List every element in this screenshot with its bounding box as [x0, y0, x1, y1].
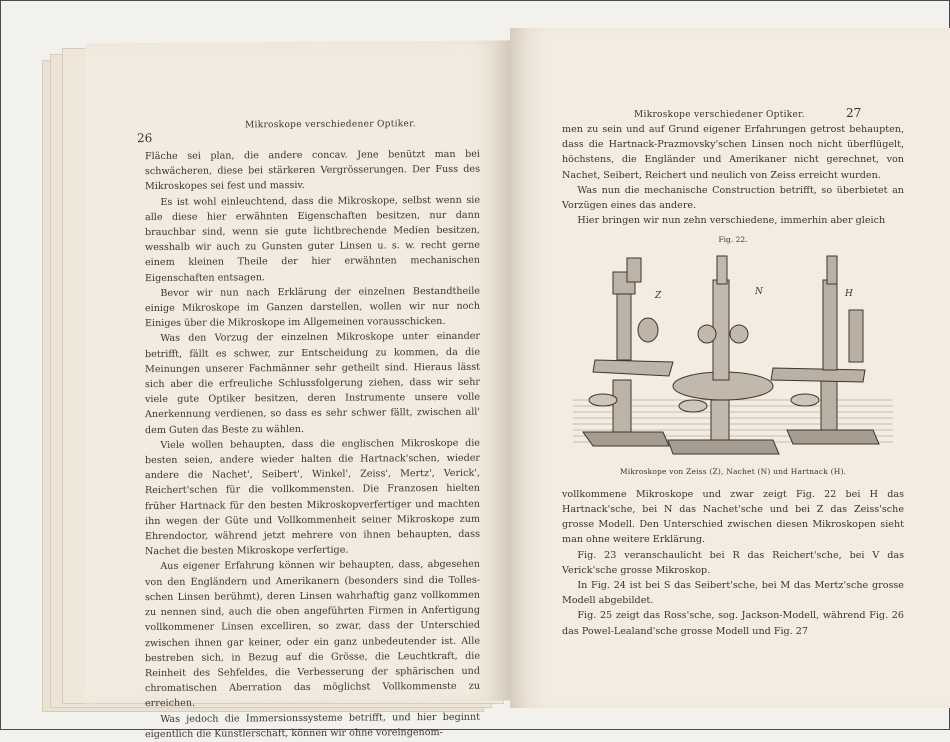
paragraph: vollkommene Mikroskope und zwar zeigt Fig. 22 bei H das Hartnack'sche, bei N das Nachet'sche und bei Z das Zeiss'sche grosse Modell. Den Unterschied zwischen diesen Mikroskopen sieht man ohne weitere Erklärung. [562, 488, 904, 546]
figure-letter-h: H [845, 288, 853, 299]
figure-letter-n: N [755, 286, 763, 297]
paragraph: Fig. 23 veranschaulicht bei R das Reichert'sche, bei V das Verick'sche grosse Mikroskop. [562, 549, 904, 576]
paragraph: Viele wollen behaupten, dass die englischen Mikroskope die besten seien, andere wieder halten die Hartnack'schen, wieder andere die Nachet', Seibert', Winkel', Zeiss', Mertz', Verick', Reichert'schen für die vollkommensten. Die Franzosen hielten früher Hartnack für den besten Mikroskopverfertiger und machten ihn wegen der Güte und Vollkommenheit seiner Mikroskope zum Ehrendoctor, während jetzt mehrere von ihnen behaupten, dass Nachet die besten Mikroskope verfertige. [145, 437, 480, 558]
paragraph: In Fig. 24 ist bei S das Seibert'sche, bei M das Mertz'sche grosse Modell abgebildet. [562, 580, 904, 607]
paragraph: Was den Vorzug der einzelnen Mikroskope unter einander betrifft, fällt es schwer, zur Entscheidung zu kommen, da die Meinungen unserer Fachmänner sehr getheilt sind. Hieraus lässt sich aber die erfreuliche Schlussfolgerung ziehen, dass wir sehr viele gute Optiker besitzen, deren Instrumente unsere volle Anerkennung verdienen, so dass es sehr schwer fällt, zwischen all' dem Guten das Beste zu wählen. [145, 331, 480, 436]
running-header: Mikroskope verschiedener Optiker. [245, 119, 416, 131]
paragraph: Was nun die mechanische Construction betrifft, so überbietet an Vorzügen eines das andere. [562, 184, 904, 212]
paragraph: Fig. 25 zeigt das Ross'sche, sog. Jackson-Modell, während Fig. 26 das Powel-Lealand'sche grosse Modell und Fig. 27 [562, 610, 904, 637]
page-number: 27 [846, 106, 862, 120]
right-page [510, 28, 950, 708]
left-page [85, 41, 510, 740]
figure-caption: Mikroskope von Zeiss (Z), Nachet (N) und Hartnack (H). [619, 466, 847, 476]
paragraph: Aus eigener Erfahrung können wir behaupten, dass, abgesehen von den Engländern und Amerikanern (besonders sind die Tolles-schen Linsen berühmt), deren Linsen wahrhaftig ganz vollkommen zu nennen sind, auch die oben angeführten Firmen in Anfertigung vollkommener Linsen excelliren, so zwar, dass der Unterschied zwischen ihnen gar keiner, oder ein ganz unbedeutender ist. Alle bestreben sich, in Bezug auf die Grösse, die Leuchtkraft, die Reinheit des Sehfeldes, die Verbesserung der sphärischen und chromatischen Aberration das möglichst Vollkommenste zu erreichen. [145, 559, 480, 710]
open-book [40, 20, 925, 740]
figure-letter-z: Z [655, 290, 662, 301]
paragraph: Hier bringen wir nun zehn verschiedene, immerhin aber gleich [577, 215, 886, 227]
paragraph: men zu sein und auf Grund eigener Erfahrungen getrost behaupten, dass die Hartnack-Prazmovsky'schen Linsen noch nicht überflügelt, höchstens, die Engländer und Amerikaner nicht gerechnet, von Nachet, Seibert, Reichert und neulich von Zeiss erreicht wurden. [562, 124, 904, 181]
page-number: 26 [137, 131, 153, 146]
paragraph: Es ist wohl einleuchtend, dass die Mikroskope, selbst wenn sie alle diese hier erwähnten Eigenschaften besitzen, nur dann brauchbar sind, wenn sie gute lichtbrechende Medien besitzen, wesshalb wir auch zu Gunsten guter Linsen u. s. w. recht gerne einem kleinen Theile der hier erwähnten mechanischen Eigenschaften entsagen. [145, 194, 480, 284]
figure-label: Fig. 22. [718, 235, 748, 245]
running-header: Mikroskope verschiedener Optiker. [634, 110, 805, 120]
paragraph: Fläche sei plan, die andere concav. Jene benützt man bei schwächeren, diese bei stärkeren Vergrösserungen. Der Fuss des Mikroskopes sei fest und massiv. [145, 148, 480, 193]
paragraph: Bevor wir nun nach Erklärung der einzelnen Bestandtheile einige Mikroskope im Ganzen darstellen, wollen wir nur noch Einiges über die Mikroskope im Allgemeinen vorausschicken. [145, 285, 480, 330]
microscope-engraving [573, 250, 893, 460]
paragraph: Was jedoch die Immersionssysteme betrifft, und hier beginnt eigentlich die Künstlerschaft, können wir ohne voreingenom- [145, 711, 480, 740]
